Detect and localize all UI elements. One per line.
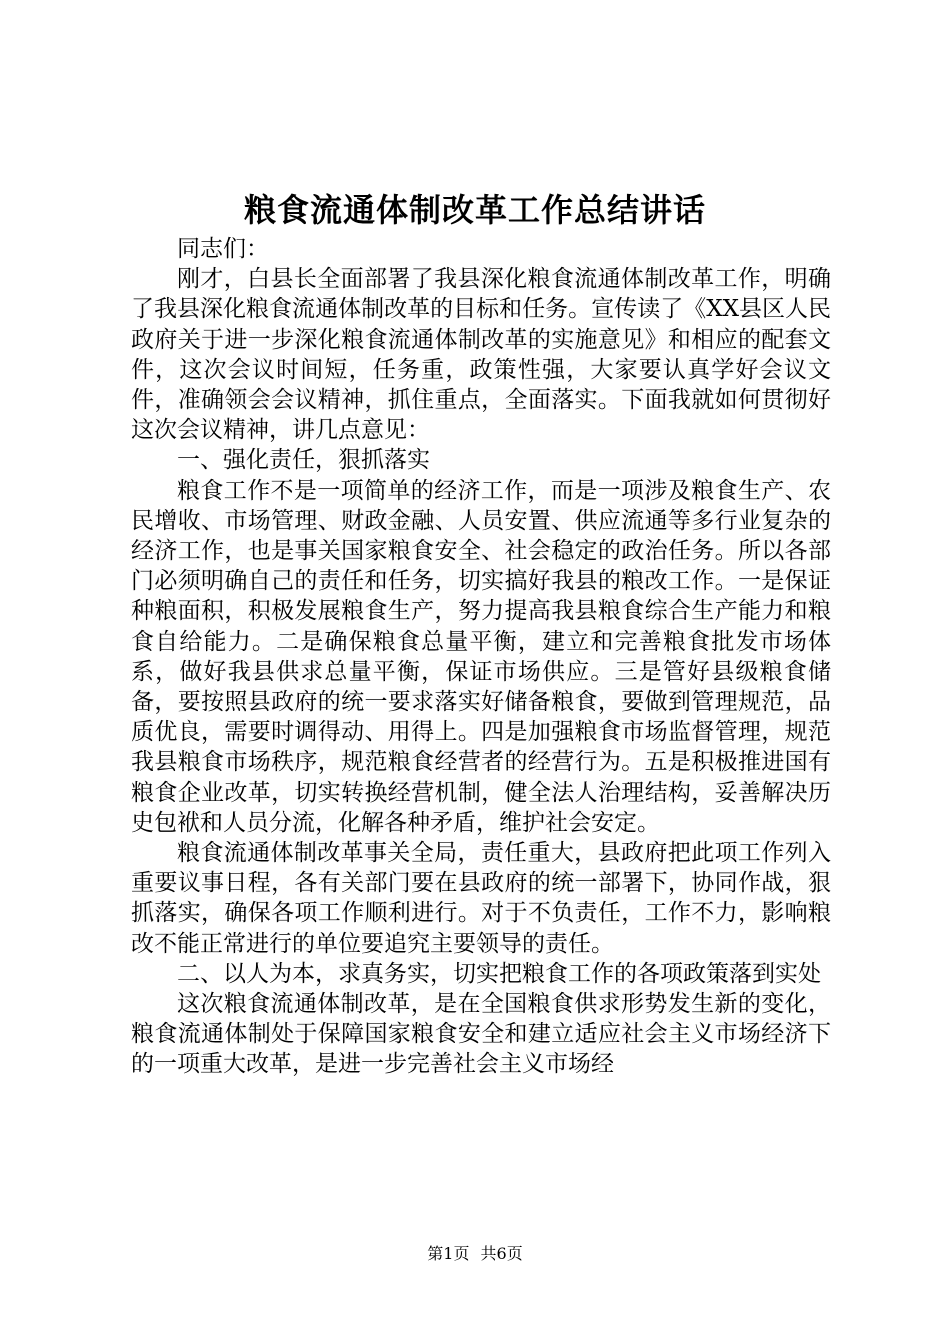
salutation-paragraph: 同志们：	[177, 236, 269, 262]
body-paragraph: 粮食工作不是一项简单的经济工作，而是一项涉及粮食生产、农民增收、市场管理、财政金融、人员安置、供应流通等多行业复杂的经济工作，也是事关国家粮食安全、社会稳定的政治任务。所以各部门必须明确自己的责任和任务，切实搞好我县的粮改工作。一是保证种粮面积，积极发展粮食生产，努力提高我县粮食综合生产能力和粮食自给能力。二是确保粮食总量平衡，建立和完善粮食批发市场体系，做好我县供求总量平衡，保证市场供应。三是管好县级粮食储备，要按照县政府的统一要求落实好储备粮食，要做到管理规范，品质优良，需要时调得动、用得上。四是加强粮食市场监督管理，规范我县粮食市场秩序，规范粮食经营者的经营行为。五是积极推进国有粮食企业改革，切实转换经营机制，健全法人治理结构，妥善解决历史包袱和人员分流，化解各种矛盾，维护社会安定。	[131, 477, 831, 836]
intro-paragraph: 刚才，白县长全面部署了我县深化粮食流通体制改革工作，明确了我县深化粮食流通体制改革的目标和任务。宣传读了《XX县区人民政府关于进一步深化粮食流通体制改革的实施意见》和相应的配套文件，这次会议时间短，任务重，政策性强，大家要认真学好会议文件，准确领会会议精神，抓住重点，全面落实。下面我就如何贯彻好这次会议精神，讲几点意见：	[131, 266, 831, 444]
body-paragraph: 这次粮食流通体制改革，是在全国粮食供求形势发生新的变化，粮食流通体制处于保障国家粮食安全和建立适应社会主义市场经济下的一项重大改革，是进一步完善社会主义市场经	[131, 991, 831, 1078]
page-number: 第1页	[427, 1244, 470, 1263]
document-title: 粮食流通体制改革工作总结讲话	[243, 191, 706, 229]
section-heading-2: 二、以人为本，求真务实，切实把粮食工作的各项政策落到实处	[177, 960, 821, 987]
section-heading-1: 一、强化责任，狠抓落实	[177, 447, 430, 474]
page-total: 共6页	[480, 1244, 523, 1263]
document-body	[131, 234, 831, 1080]
page-footer	[0, 1242, 950, 1266]
body-paragraph: 粮食流通体制改革事关全局，责任重大，县政府把此项工作列入重要议事日程，各有关部门要在县政府的统一部署下，协同作战，狠抓落实，确保各项工作顺利进行。对于不负责任，工作不力，影响粮改不能正常进行的单位要追究主要领导的责任。	[131, 840, 831, 957]
